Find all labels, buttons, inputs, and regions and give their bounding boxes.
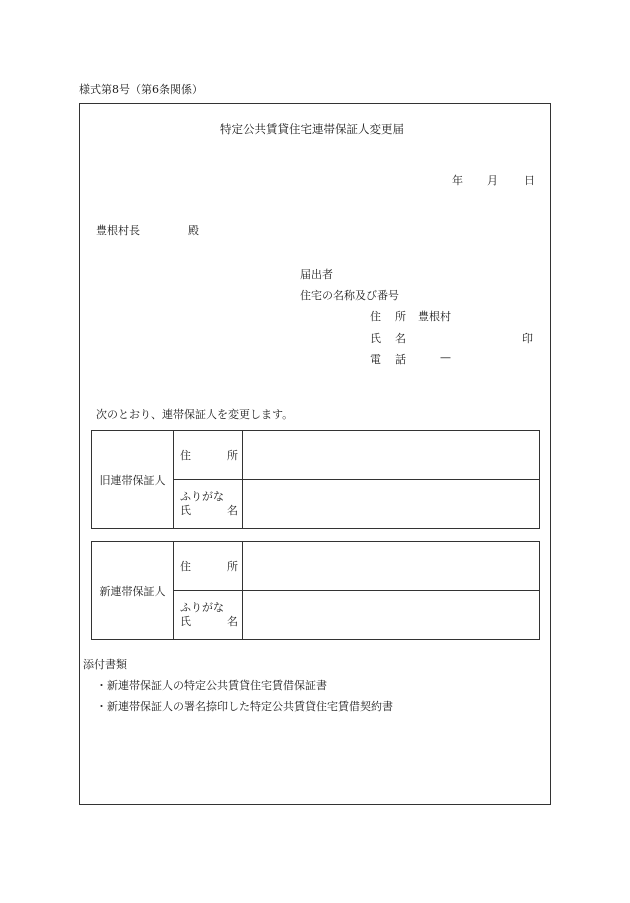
old-name-label-1: 氏 [180, 504, 191, 517]
old-guarantor-table [91, 430, 540, 529]
old-address-field[interactable] [243, 431, 540, 480]
applicant-phone-value: — [440, 351, 451, 364]
new-guarantor-label: 新連帯保証人 [92, 542, 174, 640]
new-name-label-1: 氏 [180, 615, 191, 628]
new-address-label [174, 542, 243, 591]
old-name-label [174, 480, 243, 529]
housing-label: 住宅の名称及び番号 [300, 289, 399, 302]
new-guarantor-table [91, 541, 540, 640]
attachment-item: ・新連帯保証人の署名捺印した特定公共賃貸住宅賃借契約書 [96, 700, 393, 713]
form-title: 特定公共賃貸住宅連帯保証人変更届 [220, 122, 404, 136]
date-day: 日 [524, 174, 535, 187]
old-address-label-1: 住 [180, 449, 191, 462]
new-name-field[interactable] [243, 591, 540, 640]
new-name-label-2: 名 [227, 615, 238, 628]
addressee-honorific: 殿 [188, 224, 199, 237]
old-address-label [174, 431, 243, 480]
form-label: 様式第8号（第6条関係） [79, 83, 203, 96]
old-kana-label: ふりがな [180, 490, 224, 503]
old-guarantor-label: 旧連帯保証人 [92, 431, 174, 529]
date-year: 年 [452, 174, 463, 187]
applicant-address-label-2: 所 [395, 310, 406, 323]
new-address-label-2: 所 [227, 560, 238, 573]
applicant-name-label-2: 名 [395, 332, 406, 345]
new-address-field[interactable] [243, 542, 540, 591]
applicant-address-value: 豊根村 [418, 310, 451, 323]
old-name-label-2: 名 [227, 504, 238, 517]
attachments-heading: 添付書類 [83, 658, 127, 671]
applicant-phone-label-1: 電 [370, 353, 381, 366]
applicant-heading: 届出者 [300, 268, 333, 281]
applicant-address-label-1: 住 [370, 310, 381, 323]
addressee-name: 豊根村長 [96, 224, 140, 237]
new-name-label [174, 591, 243, 640]
date-month: 月 [487, 174, 498, 187]
attachment-item: ・新連帯保証人の特定公共賃貸住宅賃借保証書 [96, 679, 327, 692]
new-address-label-1: 住 [180, 560, 191, 573]
applicant-phone-label-2: 話 [395, 353, 406, 366]
old-address-label-2: 所 [227, 449, 238, 462]
intro-text: 次のとおり、連帯保証人を変更します。 [96, 408, 294, 421]
old-name-field[interactable] [243, 480, 540, 529]
new-kana-label: ふりがな [180, 601, 224, 614]
applicant-name-label-1: 氏 [370, 332, 381, 345]
seal-mark: 印 [522, 332, 533, 345]
